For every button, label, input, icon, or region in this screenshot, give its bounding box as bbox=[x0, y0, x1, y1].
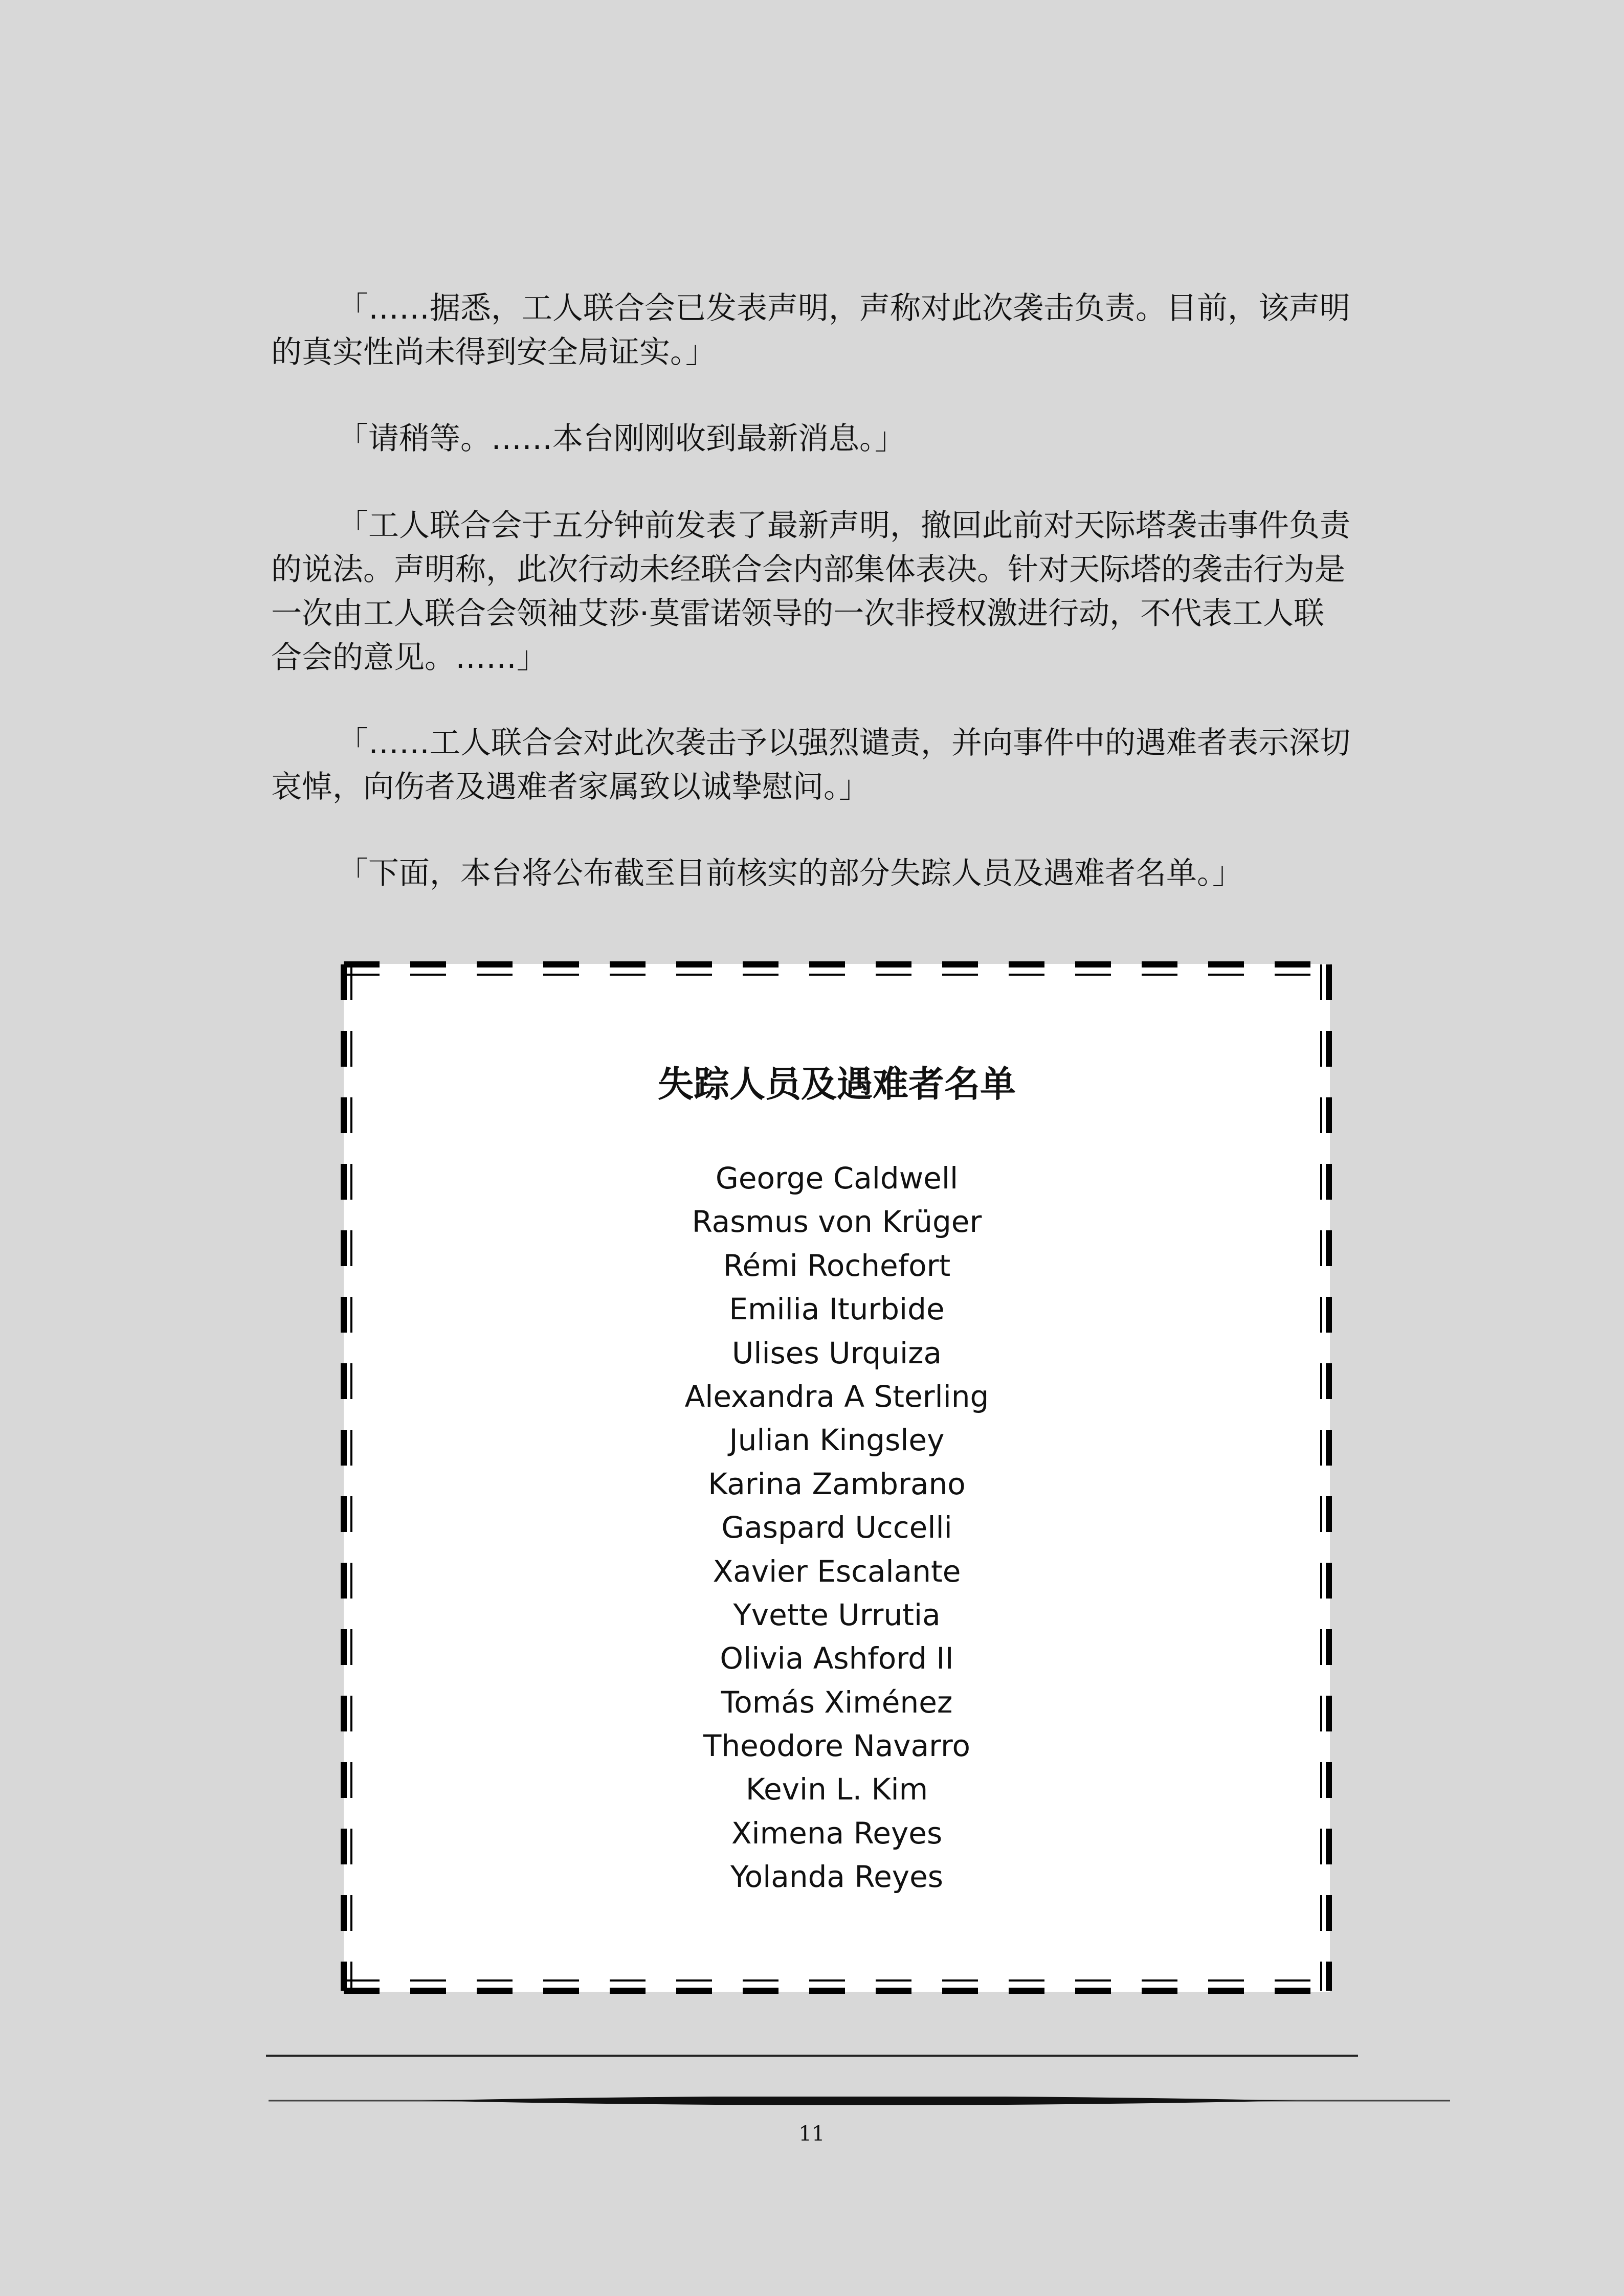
list-item: George Caldwell bbox=[715, 1161, 959, 1196]
list-item: Tomás Ximénez bbox=[721, 1684, 953, 1720]
list-item: Rasmus von Krüger bbox=[692, 1204, 982, 1240]
paragraph-3: 「工人联合会于五分钟前发表了最新声明，撤回此前对天际塔袭击事件负责的说法。声明称，此次行动未经联合会内部集体表决。针对天际塔的袭击行为是一次由工人联合会领袖艾莎·莫雷诺领导的一次非授权激进行动，不代表工人联合会的意见。……」 bbox=[271, 508, 1350, 676]
list-item: Julian Kingsley bbox=[729, 1423, 945, 1458]
list-title: 失踪人员及遇难者名单 bbox=[658, 1063, 1016, 1105]
footer-rule bbox=[266, 2055, 1358, 2057]
page-number: 11 bbox=[798, 2122, 825, 2146]
list-item: Rémi Rochefort bbox=[723, 1248, 951, 1283]
list-item: Emilia Iturbide bbox=[729, 1292, 945, 1327]
paragraph-5: 「下面，本台将公布截至目前核实的部分失踪人员及遇难者名单。」 bbox=[338, 856, 1243, 891]
list-item: Theodore Navarro bbox=[703, 1728, 971, 1764]
names-list bbox=[344, 1157, 1330, 1899]
paragraph-2: 「请稍等。……本台刚刚收到最新消息。」 bbox=[338, 421, 905, 457]
list-item: Yvette Urrutia bbox=[733, 1597, 941, 1632]
list-item: Kevin L. Kim bbox=[745, 1772, 928, 1807]
list-item: Ulises Urquiza bbox=[731, 1335, 942, 1370]
list-item: Yolanda Reyes bbox=[730, 1859, 944, 1895]
list-item: Gaspard Uccelli bbox=[721, 1510, 952, 1545]
footer-tapered-rule bbox=[269, 2097, 1450, 2112]
paragraph-4: 「……工人联合会对此次袭击予以强烈谴责，并向事件中的遇难者表示深切哀悼，向伤者及遇难者家属致以诚挚慰问。」 bbox=[271, 725, 1350, 805]
list-item: Alexandra A Sterling bbox=[684, 1379, 989, 1414]
list-item: Ximena Reyes bbox=[731, 1815, 943, 1851]
paragraph-1: 「……据悉，工人联合会已发表声明，声称对此次袭击负责。目前，该声明的真实性尚未得到安全局证实。」 bbox=[271, 290, 1350, 370]
list-item: Olivia Ashford II bbox=[720, 1641, 954, 1676]
list-item: Xavier Escalante bbox=[713, 1554, 961, 1589]
list-item: Karina Zambrano bbox=[708, 1466, 966, 1501]
